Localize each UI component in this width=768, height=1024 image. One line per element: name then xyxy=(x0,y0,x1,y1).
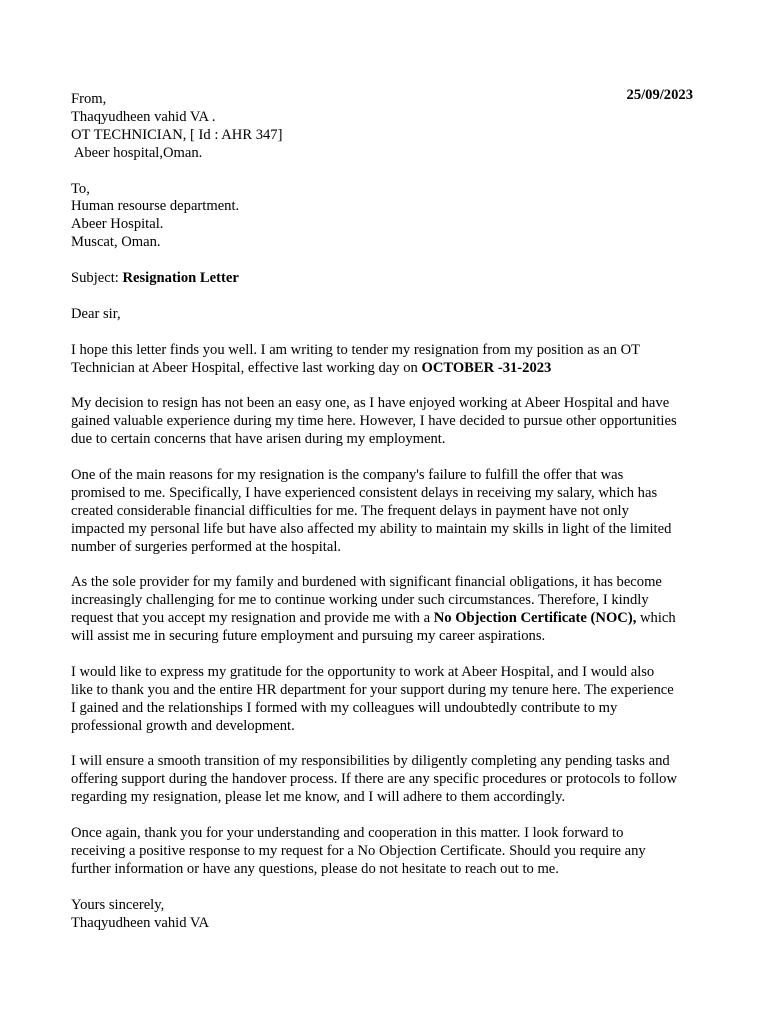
paragraph-line: I will ensure a smooth transition of my responsibilities by diligently completing any pending tasks and xyxy=(71,753,670,770)
paragraph-line: regarding my resignation, please let me know, and I will adhere to them accordingly. xyxy=(71,789,566,806)
paragraph-closing xyxy=(71,825,711,879)
signature-block xyxy=(71,897,711,933)
paragraph-line: professional growth and development. xyxy=(71,717,295,734)
paragraph-line xyxy=(71,610,711,628)
sender-block xyxy=(71,91,711,163)
paragraph-line: As the sole provider for my family and burdened with significant financial obligations, it has become xyxy=(71,574,662,591)
paragraph-reasons xyxy=(71,467,711,557)
paragraph-line: gained valuable experience during my time here. However, I have decided to pursue other opportunities xyxy=(71,413,677,430)
paragraph-line: like to thank you and the entire HR department for your support during my tenure here. The experience xyxy=(71,681,674,698)
paragraph-noc-request xyxy=(71,574,711,646)
sender-position: OT TECHNICIAN, [ Id : AHR 347] xyxy=(71,126,283,143)
paragraph-line: My decision to resign has not been an easy one, as I have enjoyed working at Abeer Hospital and have xyxy=(71,395,670,412)
paragraph-text: request that you accept my resignation and provide me with a xyxy=(71,610,434,627)
paragraph-line: offering support during the handover process. If there are any specific procedures or protocols to follow xyxy=(71,771,677,788)
paragraph-line: impacted my personal life but have also affected my ability to maintain my skills in light of the limited xyxy=(71,520,672,537)
salutation: Dear sir, xyxy=(71,305,121,322)
sender-location: Abeer hospital,Oman. xyxy=(71,144,203,161)
paragraph-line: further information or have any questions, please do not hesitate to reach out to me. xyxy=(71,860,559,877)
paragraph-line: created considerable financial difficulties for me. The frequent delays in payment have not only xyxy=(71,502,629,519)
paragraph-line: increasingly challenging for me to continue working under such circumstances. Therefore, I kindly xyxy=(71,592,649,609)
to-label: To, xyxy=(71,180,90,197)
sender-name: Thaqyudheen vahid VA . xyxy=(71,108,216,125)
letter-date: 25/09/2023 xyxy=(626,87,693,103)
signature-name: Thaqyudheen vahid VA xyxy=(71,914,210,931)
subject-value: Resignation Letter xyxy=(122,270,239,287)
paragraph-decision xyxy=(71,395,711,449)
paragraph-line: I would like to express my gratitude for the opportunity to work at Abeer Hospital, and I would also xyxy=(71,663,655,680)
subject-line xyxy=(71,270,711,288)
from-label: From, xyxy=(71,91,107,107)
paragraph-line: due to certain concerns that have arisen during my employment. xyxy=(71,431,446,448)
paragraph-line: I gained and the relationships I formed with my colleagues will undoubtedly contribute to my xyxy=(71,699,618,716)
paragraph-line: One of the main reasons for my resignation is the company's failure to fulfill the offer that was xyxy=(71,466,624,483)
paragraph-text: Technician at Abeer Hospital, effective last working day on xyxy=(71,359,422,376)
letter-body xyxy=(71,91,711,950)
recipient-department: Human resourse department. xyxy=(71,198,240,215)
paragraph-line: number of surgeries performed at the hospital. xyxy=(71,538,342,555)
paragraph-line: promised to me. Specifically, I have experienced consistent delays in receiving my salary, which has xyxy=(71,484,658,501)
paragraph-transition xyxy=(71,753,711,807)
valediction: Yours sincerely, xyxy=(71,896,165,913)
paragraph-gratitude xyxy=(71,664,711,736)
noc-emphasis: No Objection Certificate (NOC), xyxy=(433,610,637,627)
recipient-organization: Abeer Hospital. xyxy=(71,216,164,233)
paragraph-intro xyxy=(71,342,711,378)
paragraph-text: which xyxy=(636,610,676,627)
paragraph-line: will assist me in securing future employment and pursuing my career aspirations. xyxy=(71,628,546,645)
paragraph-line xyxy=(71,360,711,378)
paragraph-line: receiving a positive response to my request for a No Objection Certificate. Should you require any xyxy=(71,842,646,859)
subject-label: Subject: xyxy=(71,270,123,287)
paragraph-line: I hope this letter finds you well. I am writing to tender my resignation from my position as an OT xyxy=(71,341,641,358)
paragraph-line: Once again, thank you for your understanding and cooperation in this matter. I look forward to xyxy=(71,825,624,841)
recipient-block xyxy=(71,181,711,253)
recipient-city: Muscat, Oman. xyxy=(71,234,161,251)
last-working-day: OCTOBER -31-2023 xyxy=(421,359,552,376)
